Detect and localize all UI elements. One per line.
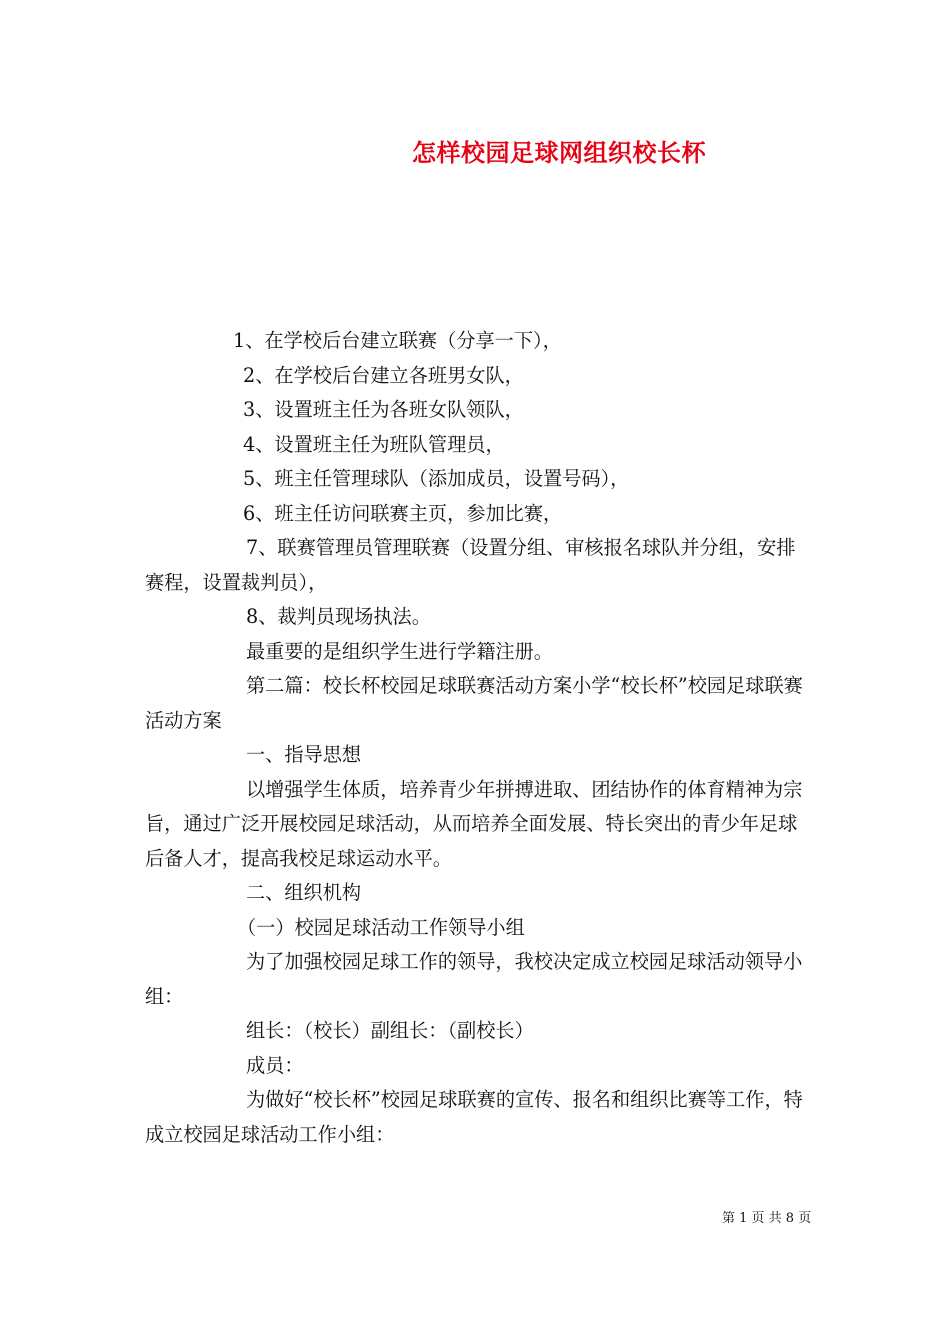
page-footer: 第 1 页 共 8 页 (722, 1211, 812, 1226)
list-item: 6、班主任访问联赛主页，参加比赛， (243, 501, 563, 525)
paragraph: 以增强学生体质，培养青少年拼搏进取、团结协作的体育精神为宗旨，通过广泛开展校园足球活动，从而培养全面发展、特长突出的青少年足球后备人才，提高我校足球运动水平。 (145, 777, 803, 870)
list-item: 1、在学校后台建立联赛（分享一下）， (233, 329, 562, 352)
list-item: 5、班主任管理球队（添加成员，设置号码）， (243, 467, 630, 490)
list-item: 7、联赛管理员管理联赛（设置分组、审核报名球队并分组，安排赛程，设置裁判员）， (145, 536, 796, 594)
document-body (145, 324, 805, 1152)
list-item: 8、裁判员现场执法。 (246, 605, 431, 628)
paragraph: 最重要的是组织学生进行学籍注册。 (246, 639, 553, 663)
paragraph: 组长：（校长）副组长：（副校长） (246, 1019, 534, 1042)
section-heading: 第二篇：校长杯校园足球联赛活动方案小学“校长杯”校园足球联赛活动方案 (145, 674, 803, 732)
section-heading: 二、组织机构 (246, 881, 362, 904)
paragraph: 为了加强校园足球工作的领导，我校决定成立校园足球活动领导小组： (145, 950, 803, 1008)
document-title: 怎样校园足球网组织校长杯 (412, 138, 706, 167)
paragraph: 为做好“校长杯”校园足球联赛的宣传、报名和组织比赛等工作，特成立校园足球活动工作小组： (145, 1088, 803, 1146)
subsection-heading: （一）校园足球活动工作领导小组 (237, 915, 525, 939)
list-item: 4、设置班主任为班队管理员， (243, 432, 505, 456)
list-item: 2、在学校后台建立各班男女队， (243, 363, 524, 387)
section-heading: 一、指导思想 (246, 743, 362, 766)
list-item: 3、设置班主任为各班女队领队， (243, 398, 524, 421)
paragraph: 成员： (246, 1053, 304, 1077)
